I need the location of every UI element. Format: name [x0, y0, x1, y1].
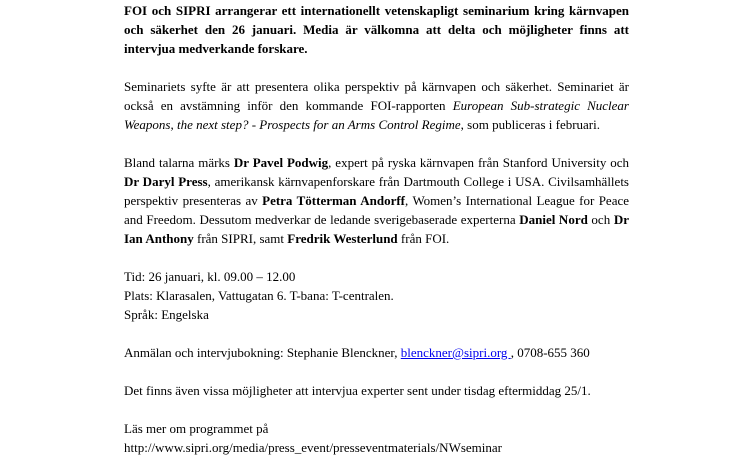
- speakers-paragraph: [124, 153, 629, 248]
- program-url[interactable]: http://www.sipri.org/media/press_event/presseventmaterials/NWseminar: [124, 440, 502, 455]
- interview-note: Det finns även vissa möjligheter att intervjua experter sent under tisdag eftermiddag 25/1.: [124, 383, 591, 398]
- purpose-text-start: Seminariets syfte är att presentera olika perspektiv på kärnvapen och säkerhet. Seminariet är också en avstämning inför den kommande FOI-rapporten: [124, 79, 629, 113]
- lead-paragraph: FOI och SIPRI arrangerar ett internationellt vetenskapligt seminarium kring kärnvapen och säkerhet den 26 januari. Media är välkomna att delta och möjligheter finns att intervjua medverkande forskare.: [124, 3, 629, 56]
- speakers-text: från FOI.: [397, 231, 450, 246]
- purpose-text-end: , som publiceras i februari.: [460, 117, 600, 132]
- press-release-body: [124, 0, 629, 457]
- speaker-name: Daniel Nord: [519, 212, 588, 227]
- speakers-text: , Women’s International League for Peace and Freedom. Dessutom medverkar de ledande sverigebaserade experterna: [124, 193, 630, 227]
- speakers-text: och: [587, 212, 614, 227]
- contact-line: [124, 343, 629, 362]
- event-place: Plats: Klarasalen, Vattugatan 6. T-bana: T-centralen.: [124, 288, 394, 303]
- speaker-name: Petra Tötterman Andorff: [262, 193, 406, 208]
- speaker-name: Dr Daryl Press: [124, 174, 208, 189]
- speakers-text: Bland talarna märks: [124, 155, 234, 170]
- report-title: European Sub-strategic Nuclear Weapons, the next step? - Prospects for an Arms Control Regime: [124, 98, 629, 132]
- speaker-name: Dr Ian Anthony: [124, 212, 629, 246]
- speakers-text: , expert på ryska kärnvapen från Stanford University och: [328, 155, 630, 170]
- speakers-text: från SIPRI, samt: [193, 231, 288, 246]
- more-info-label: Läs mer om programmet på: [124, 421, 269, 436]
- contact-prefix: Anmälan och intervjubokning: Stephanie Blenckner,: [124, 345, 401, 360]
- purpose-paragraph: [124, 77, 629, 134]
- contact-email-link[interactable]: blenckner@sipri.org: [400, 345, 511, 360]
- contact-suffix: , 0708-655 360: [510, 345, 590, 360]
- speakers-text: , amerikansk kärnvapenforskare från Dartmouth College i USA. Civilsamhällets perspektiv presenteras av: [124, 174, 629, 208]
- event-time: Tid: 26 januari, kl. 09.00 – 12.00: [124, 269, 296, 284]
- event-language: Språk: Engelska: [124, 307, 209, 322]
- speaker-name: Fredrik Westerlund: [287, 231, 398, 246]
- speaker-name: Dr Pavel Podwig: [233, 155, 329, 170]
